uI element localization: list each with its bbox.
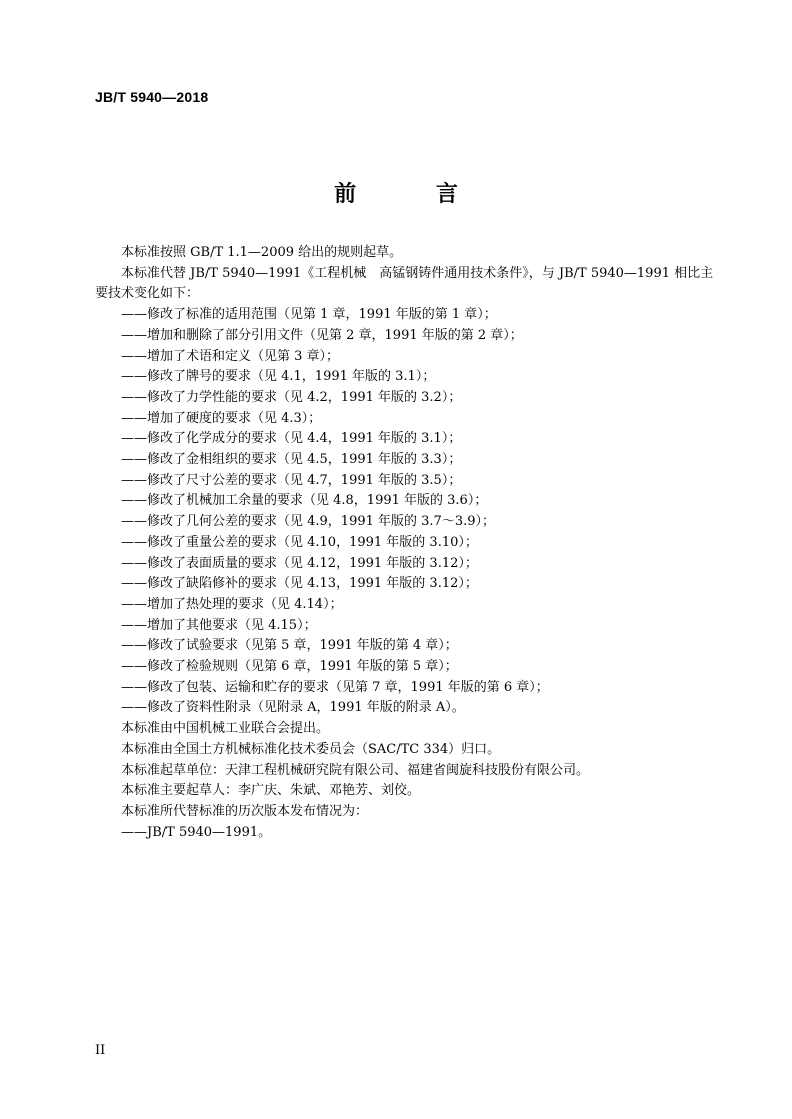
- list-item: ——修改了重量公差的要求（见 4.10，1991 年版的 3.10）；: [121, 534, 478, 550]
- list-item: ——修改了表面质量的要求（见 4.12，1991 年版的 3.12）；: [121, 555, 478, 571]
- list-item: ——修改了试验要求（见第 5 章，1991 年版的第 4 章）；: [121, 638, 458, 654]
- changes-list: [95, 305, 725, 719]
- list-item: ——修改了几何公差的要求（见 4.9，1991 年版的 3.7～3.9）；: [121, 514, 496, 530]
- list-item: ——增加了硬度的要求（见 4.3）；: [121, 410, 322, 426]
- list-item: ——修改了缺陷修补的要求（见 4.13，1991 年版的 3.12）；: [121, 576, 478, 592]
- list-item: ——修改了尺寸公差的要求（见 4.7，1991 年版的 3.5）；: [121, 472, 462, 488]
- list-item: ——修改了牌号的要求（见 4.1，1991 年版的 3.1）；: [121, 369, 436, 385]
- list-item: ——修改了化学成分的要求（见 4.4，1991 年版的 3.1）；: [121, 431, 462, 447]
- list-item: ——修改了标准的适用范围（见第 1 章，1991 年版的第 1 章）；: [121, 307, 497, 323]
- standard-number: JB/T 5940—2018: [95, 89, 209, 105]
- list-item: ——修改了金相组织的要求（见 4.5，1991 年版的 3.3）；: [121, 452, 462, 468]
- list-item: ——修改了力学性能的要求（见 4.2，1991 年版的 3.2）；: [121, 389, 462, 405]
- list-item: ——增加了热处理的要求（见 4.14）；: [121, 596, 343, 612]
- list-item: ——增加和删除了部分引用文件（见第 2 章，1991 年版的第 2 章）；: [121, 327, 523, 343]
- list-item: ——增加了术语和定义（见第 3 章）；: [121, 348, 340, 364]
- list-item: ——修改了资料性附录（见附录 A，1991 年版的附录 A）。: [121, 700, 465, 716]
- page-title: 前 言: [334, 182, 494, 207]
- paragraph-proposer: 本标准由中国机械工业联合会提出。: [121, 721, 330, 737]
- paragraph-drafting-rules: 本标准按照 GB/T 1.1—2009 给出的规则起草。: [121, 245, 403, 260]
- foreword-body: [95, 243, 725, 843]
- paragraph-drafters: 本标准主要起草人：李广庆、朱斌、邓艳芳、刘佼。: [121, 783, 421, 799]
- list-item: ——修改了机械加工余量的要求（见 4.8，1991 年版的 3.6）；: [121, 493, 488, 509]
- paragraph-drafting-units: 本标准起草单位：天津工程机械研究院有限公司、福建省闽旋科技股份有限公司。: [121, 762, 590, 778]
- page-number: II: [95, 1043, 106, 1058]
- paragraph-history-intro: 本标准所代替标准的历次版本发布情况为：: [121, 803, 369, 819]
- list-item: ——修改了检验规则（见第 6 章，1991 年版的第 5 章）；: [121, 659, 458, 675]
- paragraph-committee: 本标准由全国土方机械标准化技术委员会（SAC/TC 334）归口。: [121, 741, 501, 757]
- list-item: ——增加了其他要求（见 4.15）；: [121, 617, 317, 633]
- history-item: ——JB/T 5940—1991。: [121, 824, 272, 840]
- list-item: ——修改了包装、运输和贮存的要求（见第 7 章，1991 年版的第 6 章）；: [121, 679, 549, 695]
- paragraph-replacement: 本标准代替 JB/T 5940—1991《工程机械 高锰钢铸件通用技术条件》，与 JB/T 5940—1991 相比主要技术变化如下：: [95, 265, 714, 302]
